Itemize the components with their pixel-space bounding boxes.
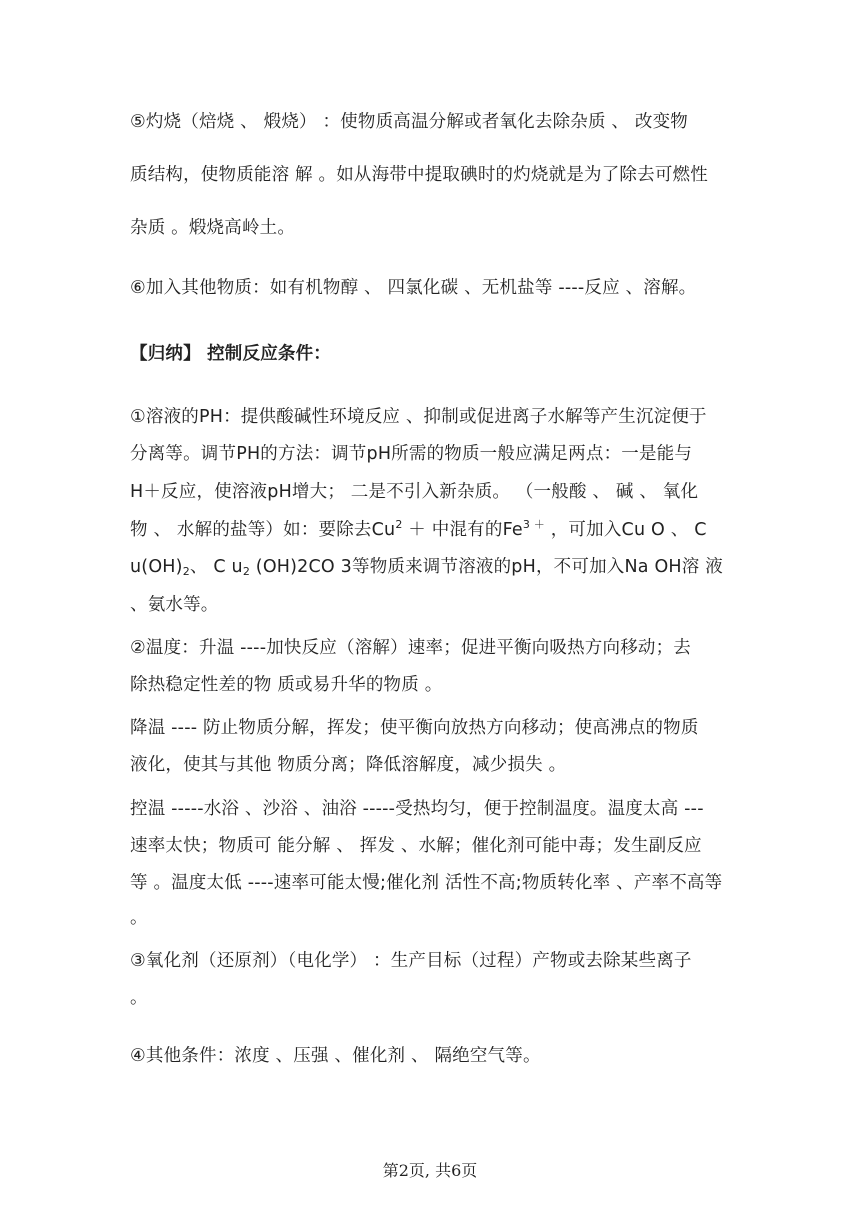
subscript-count: 2	[242, 565, 251, 578]
subscript-count: 2	[182, 565, 190, 578]
page-footer: 第2页, 共6页	[382, 1161, 478, 1180]
paragraph-oxidant-2: 。	[130, 988, 148, 1008]
paragraph-ph-2: 分离等。调节PH的方法：调节pH所需的物质一般应满足两点：一是能与	[130, 444, 693, 464]
paragraph-ph-5	[130, 553, 723, 578]
text-fragment: u(OH)	[130, 557, 183, 577]
paragraph-ph-1: ①溶液的PH：提供酸碱性环境反应 、抑制或促进离子水解等产生沉淀便于	[130, 407, 707, 427]
paragraph-temperature-2: 除热稳定性差的物 质或易升华的物质 。	[130, 675, 443, 695]
superscript-charge: 2	[395, 518, 403, 531]
superscript-charge: 3 ＋	[522, 518, 545, 531]
paragraph-cooling-1: 降温 ---- 防止物质分解，挥发；使平衡向放热方向移动；使高沸点的物质	[130, 718, 699, 738]
paragraph-ph-4	[130, 516, 707, 541]
text-fragment: ，可加入Cu O 、 C	[544, 520, 707, 540]
text-fragment: 、 C u	[189, 557, 243, 577]
paragraph-ph-3: H＋反应，使溶液pH增大； 二是不引入新杂质。 （一般酸 、 碱 、 氧化	[130, 482, 699, 502]
paragraph-calcination-3: 杂质 。煅烧高岭土。	[130, 218, 296, 238]
paragraph-ph-6: 、氨水等。	[130, 595, 219, 615]
paragraph-other-conditions: ④其他条件：浓度 、压强 、催化剂 、 隔绝空气等。	[130, 1046, 541, 1066]
paragraph-temp-control-2: 速率太快；物质可 能分解 、 挥发 、水解；催化剂可能中毒；发生副反应	[130, 836, 702, 856]
paragraph-calcination-2: 质结构，使物质能溶 解 。如从海带中提取碘时的灼烧就是为了除去可燃性	[130, 165, 708, 185]
paragraph-temp-control-3: 等 。温度太低 ----速率可能太慢;催化剂 活性不高;物质转化率 、产率不高等	[130, 873, 723, 893]
paragraph-calcination-1: ⑤灼烧（焙烧 、 煅烧） ：使物质高温分解或者氧化去除杂质 、 改变物	[130, 112, 688, 132]
paragraph-oxidant-1: ③氧化剂（还原剂）（电化学） ：生产目标（过程）产物或去除某些离子	[130, 951, 692, 971]
text-fragment: ＋ 中混有的Fe	[402, 520, 523, 540]
paragraph-add-substance: ⑥加入其他物质：如有机物醇 、 四氯化碳 、无机盐等 ----反应 、溶解。	[130, 278, 697, 298]
paragraph-temperature-1: ②温度：升温 ----加快反应（溶解）速率；促进平衡向吸热方向移动；去	[130, 638, 692, 658]
paragraph-temp-control-1: 控温 -----水浴 、沙浴 、油浴 -----受热均匀，便于控制温度。温度太高 ---	[130, 799, 704, 819]
text-fragment: (OH)2CO 3等物质来调节溶液的pH，不可加入Na OH溶 液	[250, 557, 723, 577]
text-fragment: 物 、 水解的盐等）如：要除去Cu	[130, 520, 396, 540]
paragraph-temp-control-4: 。	[130, 908, 148, 928]
section-heading-summary: 【归纳】 控制反应条件：	[130, 344, 331, 364]
paragraph-cooling-2: 液化，使其与其他 物质分离；降低溶解度，减少损失 。	[130, 755, 567, 775]
